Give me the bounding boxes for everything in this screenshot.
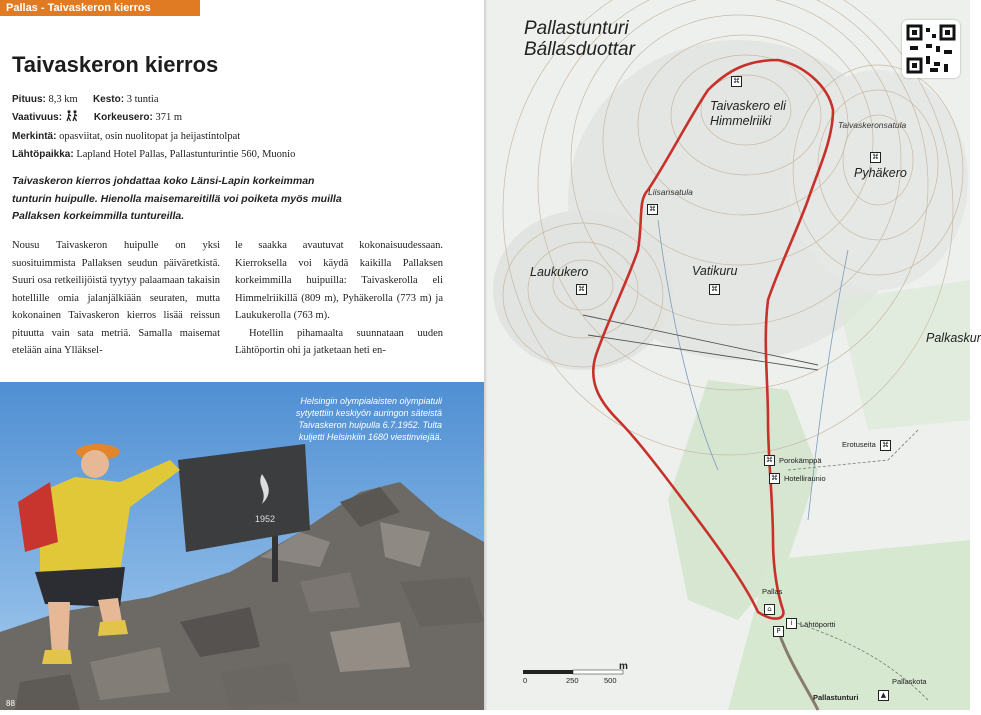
peak-taivaskero-line1: Taivaskero eli bbox=[710, 99, 786, 113]
lead-paragraph: Taivaskeron kierros johdattaa koko Länsi-Lapin korkeimman tunturin huipulle. Hienolla maisemareitillä voi poiketa myös muilla Pallaksen korkeimmilla tuntureilla. bbox=[12, 175, 342, 222]
label-hotelliraunio: Hotelliraunio bbox=[784, 474, 826, 483]
hut-icon: ⌘ bbox=[882, 441, 889, 449]
scale-tick: 250 bbox=[566, 676, 579, 685]
scale-unit: m bbox=[619, 661, 628, 672]
route-map bbox=[488, 0, 981, 710]
section-header: Pallas - Taivaskeron kierros bbox=[0, 0, 200, 16]
label-porokamppa: Porokämppä bbox=[779, 456, 822, 465]
page-number: 88 bbox=[6, 699, 15, 708]
scale-tick: 500 bbox=[604, 676, 617, 685]
label-vatikuru: Vatikuru bbox=[692, 264, 738, 278]
qr-code[interactable] bbox=[902, 20, 960, 78]
facts-row-4: Lähtöpaikka: Lapland Hotel Pallas, Pallastunturintie 560, Muonio bbox=[12, 148, 296, 160]
info-icon: i bbox=[786, 618, 797, 629]
body-paragraph: le saakka avautuvat kokonaisuudessaan. Kierroksella voi käydä kaikilla Pallaksen korkeimmilla huipuilla: Taivaskerolla eli Himmelriikillä (809 m), Pyhäkerolla (773 m) ja Laukukerolla (763 m). bbox=[235, 240, 443, 321]
hut-icon: ⌘ bbox=[771, 474, 778, 482]
article-title: Taivaskeron kierros bbox=[12, 52, 219, 77]
body-paragraph: Hotellin pihamaalta suunnataan uuden Lähtöportin ohi ja jatketaan heti en- bbox=[235, 327, 443, 356]
summit-marker-icon: ⌘ bbox=[733, 77, 740, 85]
svg-text:1952: 1952 bbox=[255, 514, 276, 524]
summit-marker-icon: ⌘ bbox=[578, 285, 585, 293]
scale-bar bbox=[523, 670, 623, 674]
peak-pyhakero: Pyhäkero bbox=[854, 166, 907, 180]
summit-marker-icon: ⌘ bbox=[649, 205, 656, 213]
left-page bbox=[0, 0, 484, 710]
map-title-line1: Pallastunturi bbox=[524, 18, 629, 39]
label-pallas: Pallas bbox=[762, 587, 783, 596]
summit-marker-icon: ⌘ bbox=[711, 285, 718, 293]
body-column-2 bbox=[235, 237, 443, 360]
summit-marker-icon: ⌘ bbox=[872, 153, 879, 161]
label-pallaskota: Pallaskota bbox=[892, 677, 927, 686]
body-column-1: Nousu Taivaskeron huipulle on yksi suosituimmista Pallaksen seudun päiväretkistä. Suuri osa retkeilijöistä tyytyy palaamaan takaisin hotellille omia jalanjälkiään seuraten, mutta kokonainen Taivaskeron kierros lisää reissun pituutta vain sata metriä. Samalla maisemat etelään aina Ylläksel- bbox=[12, 240, 220, 356]
hiker-icon bbox=[65, 110, 79, 129]
map-title-line2: Bállasduottar bbox=[524, 39, 635, 60]
label-palkasku: Palkaskur bbox=[926, 331, 981, 345]
label-liisansatula: Liisansatula bbox=[648, 187, 693, 197]
facts-row-2: Vaativuus: Korkeusero: 371 m bbox=[12, 109, 295, 129]
label-lahtoportti: Lähtöportti bbox=[800, 620, 836, 629]
peak-laukukero: Laukukero bbox=[530, 265, 589, 279]
peak-taivaskero-line2: Himmelriiki bbox=[710, 114, 772, 128]
hut-icon: ⌘ bbox=[766, 456, 773, 464]
scale-tick: 0 bbox=[523, 676, 528, 685]
facts-row-3: Merkintä: opasviitat, osin nuolitopat ja heijastintolpat bbox=[12, 131, 241, 142]
tent-icon: ▲ bbox=[878, 690, 889, 701]
label-pallastunturi: Pallastunturi bbox=[813, 693, 859, 702]
route-facts bbox=[12, 91, 295, 163]
hotel-icon: ⌂ bbox=[764, 604, 775, 615]
label-erotuseita: Erotuseita bbox=[842, 440, 876, 449]
label-taivaskeronsatula: Taivaskeronsatula bbox=[838, 120, 907, 130]
facts-row-1: Pituus: 8,3 km Kesto: 3 tuntia bbox=[12, 94, 159, 105]
parking-icon: P bbox=[773, 626, 784, 637]
photo-caption: Helsingin olympialaisten olympiatuli sytytettiin keskiyön auringon säteistä Taivaskeron huipulla 6.7.1952. Tulta kuljetti Helsinkiin 1680 viestinviejää. bbox=[295, 396, 442, 442]
